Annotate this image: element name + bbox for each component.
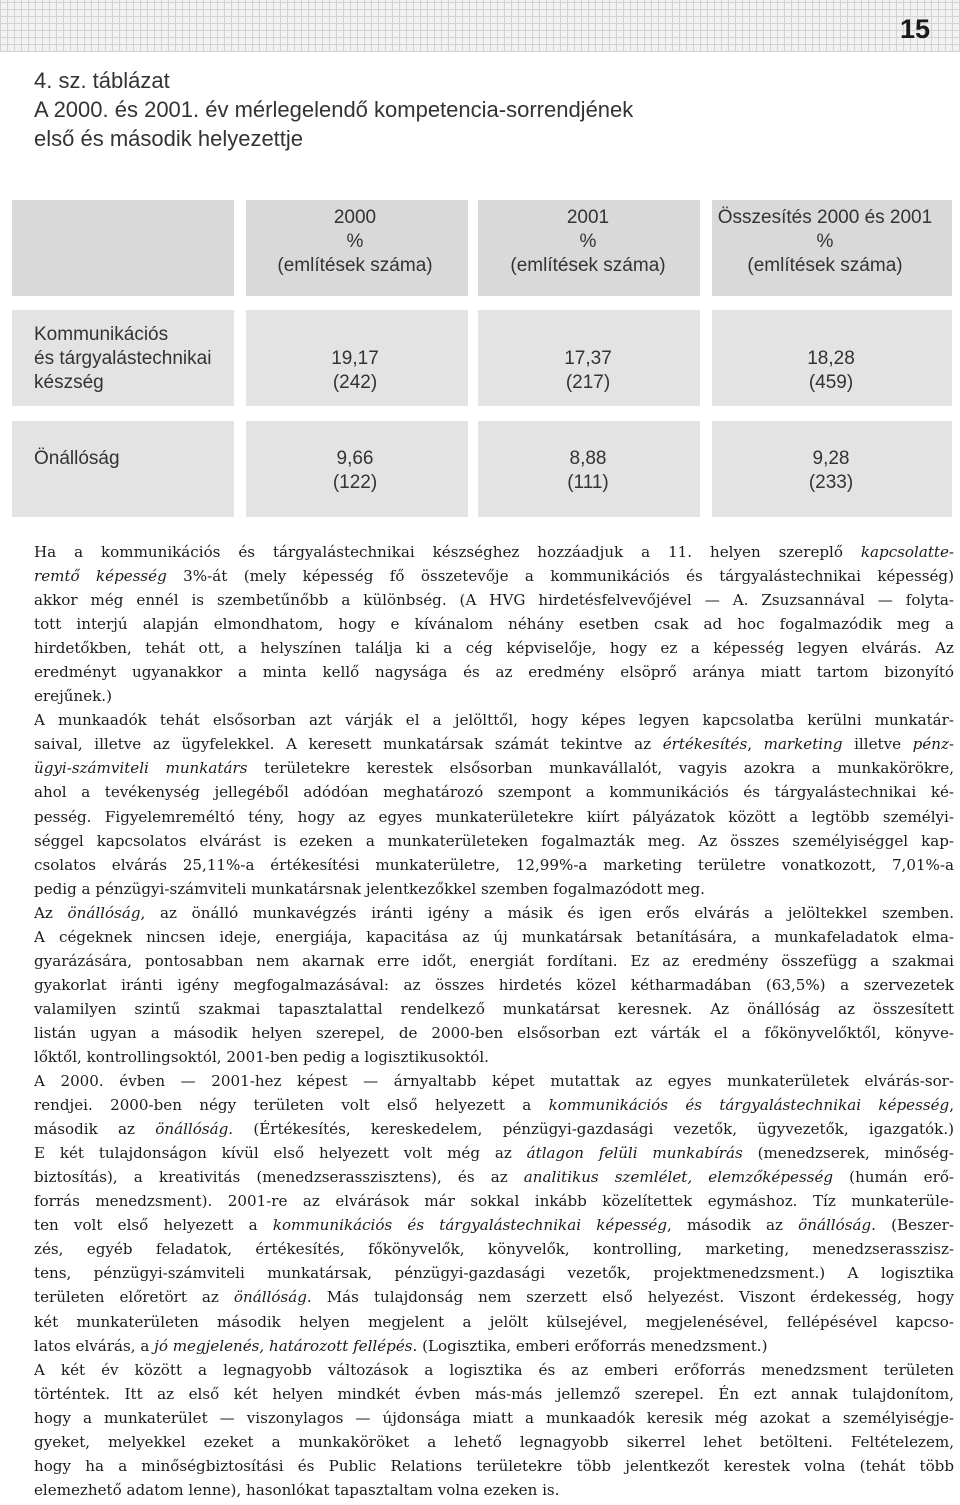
text-segment: listán ugyan a második helyen szerepel, de 2000-ben elsősorban ezt várták el a főkönyvelőktől, könyve- bbox=[34, 1023, 954, 1042]
emphasis-text: jó megjelenés, határozott fellépés bbox=[154, 1336, 413, 1355]
text-segment: , második az bbox=[667, 1216, 799, 1235]
text-line bbox=[34, 1237, 954, 1261]
text-segment: . (Értékesítés, kereskedelem, pénzügyi-gazdasági vezetők, ügyvezetők, igazgatók.) bbox=[228, 1120, 954, 1139]
cell-percent: 19,17 bbox=[331, 348, 379, 369]
column-header-note: (említések száma) bbox=[747, 255, 903, 276]
column-header-note: (említések száma) bbox=[510, 255, 666, 276]
cell-count: (459) bbox=[808, 372, 854, 393]
text-segment: latos elvárás, a bbox=[34, 1336, 155, 1355]
text-segment: valamilyen szintű szakmai tapasztalattal rendelkező munkatársat keresnek. Az önállóság az összesített bbox=[34, 999, 954, 1018]
text-line bbox=[34, 588, 954, 612]
text-segment: tens, pénzügyi-számviteli munkatársak, pénzügyi-gazdasági vezetők, projektmenedzsment.) A logisztika bbox=[34, 1264, 954, 1283]
text-line bbox=[34, 853, 954, 877]
text-line bbox=[34, 1189, 954, 1213]
text-segment: Ha a kommunikációs és tárgyalástechnikai készséghez hozzáadjuk a 11. helyen szereplő bbox=[34, 543, 861, 561]
text-line bbox=[34, 732, 954, 756]
text-segment: , bbox=[949, 1096, 954, 1115]
text-line bbox=[34, 1406, 954, 1430]
text-line bbox=[34, 636, 954, 660]
text-segment: A 2000. évben — 2001-hez képest — árnyaltabb képet mutattak az egyes munkaterületek elvárás-sor- bbox=[34, 1072, 954, 1091]
row-label: készség bbox=[34, 372, 104, 393]
text-line bbox=[34, 780, 954, 804]
text-segment: E két tulajdonságon kívül első helyezett volt még az bbox=[34, 1144, 527, 1163]
cell-count: (242) bbox=[332, 372, 378, 393]
text-line bbox=[34, 564, 954, 588]
row-label: Kommunikációs bbox=[34, 324, 169, 345]
text-segment: (humán erő- bbox=[833, 1168, 954, 1187]
text-segment: eredményt ugyanakkor a minta kellő nagysága és az eredmény elsöprő aránya miatt tartom bizonyító bbox=[34, 663, 954, 682]
text-line bbox=[34, 925, 954, 949]
cell-percent: 18,28 bbox=[807, 348, 855, 369]
text-segment: pesség. Figyelemreméltó tény, hogy az egyes munkaterületekre kiírt pályázatok között a legtöbb személyi- bbox=[34, 807, 954, 826]
text-line bbox=[34, 1430, 954, 1454]
column-header-year: 2000 bbox=[333, 207, 377, 228]
text-line bbox=[34, 1069, 954, 1093]
text-segment: illetve bbox=[842, 735, 913, 754]
text-segment: saival, illetve az ügyfelekkel. A keresett munkatársak számát tekintve az bbox=[34, 735, 663, 754]
text-segment: . Más tulajdonság nem szerzett első helyezést. Viszont érdekesség, hogy bbox=[306, 1288, 954, 1307]
text-segment: gyeket, melyekkel ezeket a munkaköröket a lehető legnagyobb sikerrel lehet betölteni. Feltételezem, bbox=[34, 1432, 954, 1451]
page-number: 15 bbox=[899, 14, 930, 44]
text-segment: forrás menedzsment). 2001-re az elvárások már sokkal inkább közelítettek egymáshoz. Tíz munkaterüle- bbox=[34, 1192, 954, 1211]
text-segment: Az bbox=[34, 903, 68, 922]
column-header-note: (említések száma) bbox=[277, 255, 433, 276]
text-line bbox=[34, 1310, 954, 1334]
caption-line: A 2000. és 2001. év mérlegelendő kompetencia-sorrendjének bbox=[34, 97, 634, 122]
text-segment: ahol a tevékenység jellegéből adódóan meghatározó szempont a kommunikációs és tárgyalástechnikai ké- bbox=[34, 783, 954, 802]
text-segment: . (Logisztika, emberi erőforrás menedzsment.) bbox=[412, 1336, 768, 1355]
text-segment: csolatos elvárás 25,11%-a értékesítési munkaterületre, 12,99%-a marketing területre vonatkozott, 7,01%-a bbox=[34, 855, 954, 874]
text-line bbox=[34, 1261, 954, 1285]
text-line bbox=[34, 1045, 954, 1069]
text-line bbox=[34, 1141, 954, 1165]
cell-count: (233) bbox=[808, 472, 854, 493]
text-segment: hirdetőkben, tehát ott, a helyszínen találja ki a cég képviselője, hogy ez a képesség legyen elvárás. Az bbox=[34, 639, 954, 658]
text-line bbox=[34, 1382, 954, 1406]
text-segment: területen előretört az bbox=[34, 1288, 234, 1307]
table-header-cell bbox=[12, 200, 234, 296]
text-line bbox=[34, 997, 954, 1021]
emphasis-text: ügyi-számviteli munkatárs bbox=[34, 759, 248, 778]
row-label: és tárgyalástechnikai bbox=[34, 348, 212, 369]
text-line bbox=[34, 805, 954, 829]
caption-line: 4. sz. táblázat bbox=[34, 68, 170, 93]
text-line bbox=[34, 1285, 954, 1309]
text-segment: lőktől, kontrollingsoktól, 2001-ben pedig a logisztikusoktól. bbox=[34, 1047, 489, 1066]
column-header-unit: % bbox=[346, 231, 364, 252]
column-header-year: 2001 bbox=[566, 207, 610, 228]
page-header-band bbox=[0, 0, 960, 52]
cell-percent: 9,28 bbox=[812, 448, 850, 469]
text-segment: A cégeknek nincsen ideje, energiája, kapacitása az új munkatársak betanítására, a munkafeladatok elma- bbox=[34, 927, 954, 946]
text-segment: rendjei. 2000-ben négy területen volt első helyezett a bbox=[34, 1096, 549, 1115]
text-segment: gyarázására, pontosabban nem akarnak erre időt, energiát fordítani. Ez az eredmény összefügg a szakmai bbox=[34, 951, 954, 970]
text-line bbox=[34, 901, 954, 925]
text-line bbox=[34, 612, 954, 636]
text-line bbox=[34, 708, 954, 732]
text-segment: területekre kerestek elsősorban munkavállalót, vagyis azokra a munkakörökre, bbox=[247, 759, 954, 778]
emphasis-text: átlagon felüli munkabírás bbox=[526, 1144, 743, 1163]
text-segment: biztosítás), a kreativitás (menedzserasszisztens), és az bbox=[34, 1168, 524, 1187]
text-segment: hogy a munkaterület — viszonylagos — újdonsága miatt a munkaadók keresik még azokat a személyiségje- bbox=[34, 1408, 954, 1427]
text-segment: tott interjú alapján elmondhatom, hogy e kívánalom néhány esetben csak ad hoc fogalmazódik meg a bbox=[34, 615, 954, 634]
text-segment: séggel kapcsolatos elvárást is ezeken a munkaterületeken fogalmazták meg. Az összes személyiséggel kap- bbox=[34, 831, 954, 850]
text-segment: zés, egyéb feladatok, értékesítés, főkönyvelők, könyvelők, kontrolling, marketing, menedzserasszisz- bbox=[34, 1240, 954, 1259]
text-segment: elemezhető adatom lenne), hasonlókat tapasztaltam volna ezeken is. bbox=[34, 1480, 560, 1499]
emphasis-text: önállóság bbox=[798, 1216, 872, 1235]
text-segment: . (Beszer- bbox=[871, 1216, 954, 1235]
text-line bbox=[34, 1093, 954, 1117]
emphasis-text: kapcsolatte- bbox=[860, 543, 954, 561]
text-line bbox=[34, 1213, 954, 1237]
cell-count: (111) bbox=[567, 472, 609, 493]
text-line bbox=[34, 1021, 954, 1045]
emphasis-text: kommunikációs és tárgyalástechnikai képesség bbox=[548, 1096, 950, 1115]
column-header-unit: % bbox=[579, 231, 597, 252]
text-segment: , bbox=[747, 735, 764, 754]
text-line bbox=[34, 660, 954, 684]
emphasis-text: önállóság bbox=[155, 1120, 229, 1139]
cell-count: (122) bbox=[332, 472, 378, 493]
emphasis-text: önállóság bbox=[233, 1288, 307, 1307]
column-header-year: Összesítés 2000 és 2001 bbox=[717, 207, 933, 228]
text-segment: történtek. Itt az első két helyen mindkét évben más-más jellemző szerepel. Én ezt annak tulajdonítom, bbox=[34, 1384, 954, 1403]
text-segment: A két év között a legnagyobb változások a logisztika és az emberi erőforrás menedzsment területen bbox=[34, 1360, 954, 1379]
text-line bbox=[34, 1117, 954, 1141]
emphasis-text: remtő képesség bbox=[34, 567, 167, 586]
text-line bbox=[34, 540, 954, 564]
caption-line: első és második helyezettje bbox=[34, 126, 304, 151]
text-segment: hogy ha a minőségbiztosítási és Public Relations területekre több jelentkezőt kerestek volna (tehát több bbox=[34, 1456, 954, 1475]
cell-percent: 17,37 bbox=[564, 348, 612, 369]
text-line bbox=[34, 1165, 954, 1189]
text-line bbox=[34, 1454, 954, 1478]
column-header-unit: % bbox=[816, 231, 834, 252]
emphasis-text: analitikus szemlélet, elemzőképesség bbox=[523, 1168, 834, 1187]
emphasis-text: önállóság bbox=[67, 903, 141, 922]
cell-percent: 8,88 bbox=[569, 448, 607, 469]
text-segment: második az bbox=[34, 1120, 156, 1139]
text-line bbox=[34, 973, 954, 997]
emphasis-text: pénz- bbox=[912, 735, 954, 754]
table-caption bbox=[34, 66, 734, 153]
body-text bbox=[34, 540, 954, 1502]
text-segment: , az önálló munkavégzés iránti igény a másik és igen erős elvárás a jelöltekkel szemben. bbox=[140, 903, 954, 922]
text-segment: (menedzserek, minőség- bbox=[742, 1144, 954, 1163]
text-segment: két munkaterületen második helyen megjelent a jelölt külsejével, megjelenésével, fellépésével kapcso- bbox=[34, 1312, 954, 1331]
emphasis-text: marketing bbox=[763, 735, 843, 754]
cell-count: (217) bbox=[565, 372, 611, 393]
emphasis-text: értékesítés bbox=[662, 735, 748, 754]
text-segment: ten volt első helyezett a bbox=[34, 1216, 273, 1235]
text-line bbox=[34, 684, 954, 708]
text-segment: pedig a pénzügyi-számviteli munkatársnak jelentkezőkkel szemben fogalmazódott meg. bbox=[34, 879, 705, 898]
cell-percent: 9,66 bbox=[336, 448, 374, 469]
text-line bbox=[34, 949, 954, 973]
text-segment: A munkaadók tehát elsősorban azt várják el a jelölttől, hogy képes legyen kapcsolatba kerülni munkatár- bbox=[34, 711, 954, 730]
emphasis-text: kommunikációs és tárgyalástechnikai képesség bbox=[272, 1216, 667, 1235]
text-segment: gyakorlat iránti igény megfogalmazásával: az összes hirdetés közel kétharmadában (63,5%) a szervezetek bbox=[34, 975, 954, 994]
text-segment: erejűnek.) bbox=[34, 687, 112, 706]
row-label: Önállóság bbox=[34, 448, 120, 469]
text-line bbox=[34, 1358, 954, 1382]
text-line bbox=[34, 1334, 954, 1358]
text-line bbox=[34, 877, 954, 901]
text-segment: 3%-át (mely képesség fő összetevője a kommunikációs és tárgyalástechnikai képesség) bbox=[166, 567, 954, 586]
text-segment: akkor még ennél is szembetűnőbb a különbség. (A HVG hirdetésfelvevőjével — A. Zsuzsannával — folyta- bbox=[34, 591, 954, 610]
text-line bbox=[34, 829, 954, 853]
text-line bbox=[34, 1478, 954, 1502]
text-line bbox=[34, 756, 954, 780]
